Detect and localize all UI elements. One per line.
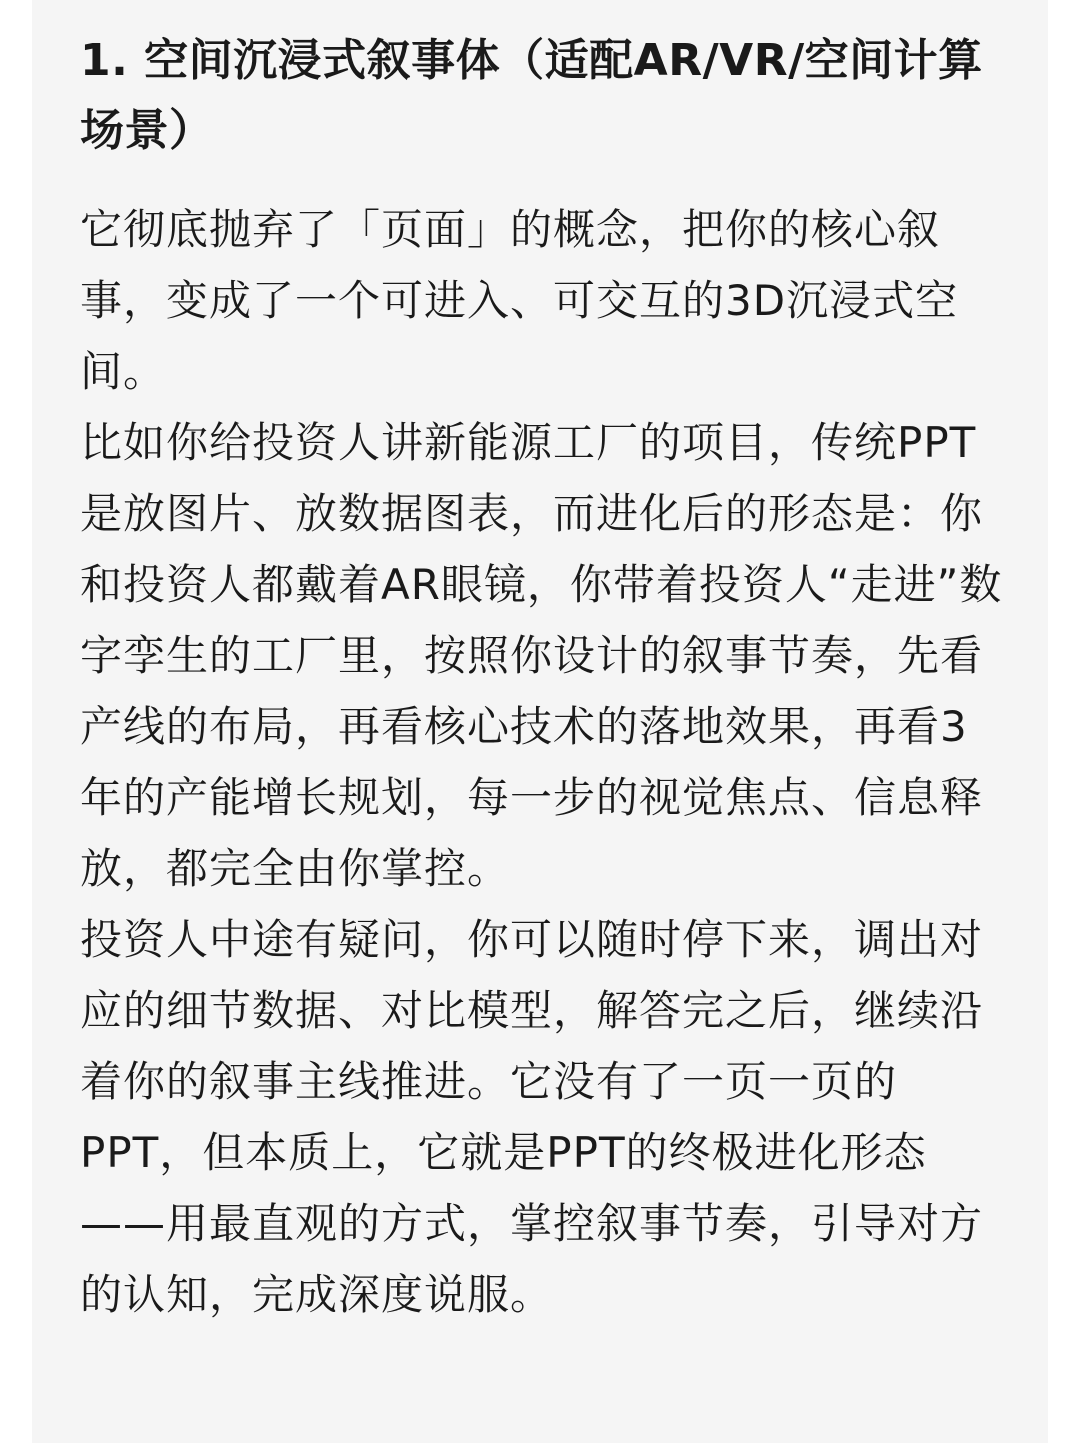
section-heading: 1. 空间沉浸式叙事体（适配AR/VR/空间计算场景） [80, 35, 983, 156]
paragraph-intro: 它彻底抛弃了「页面」的概念，把你的核心叙事，变成了一个可进入、可交互的3D沉浸式空间。 [80, 205, 959, 396]
heading-spacer [80, 166, 1010, 194]
article-content [80, 26, 1010, 1330]
article-page [32, 0, 1048, 1443]
paragraph-example: 比如你给投资人讲新能源工厂的项目，传统PPT是放图片、放数据图表，而进化后的形态是：你和投资人都戴着AR眼镜，你带着投资人“走进”数字孪生的工厂里，按照你设计的叙事节奏，先看产线的布局，再看核心技术的落地效果，再看3年的产能增长规划，每一步的视觉焦点、信息释放，都完全由你掌控。 [80, 418, 1003, 893]
paragraph-conclusion: 投资人中途有疑问，你可以随时停下来，调出对应的细节数据、对比模型，解答完之后，继续沿着你的叙事主线推进。它没有了一页一页的PPT，但本质上，它就是PPT的终极进化形态——用最直观的方式，掌控叙事节奏，引导对方的认知，完成深度说服。 [80, 915, 984, 1319]
